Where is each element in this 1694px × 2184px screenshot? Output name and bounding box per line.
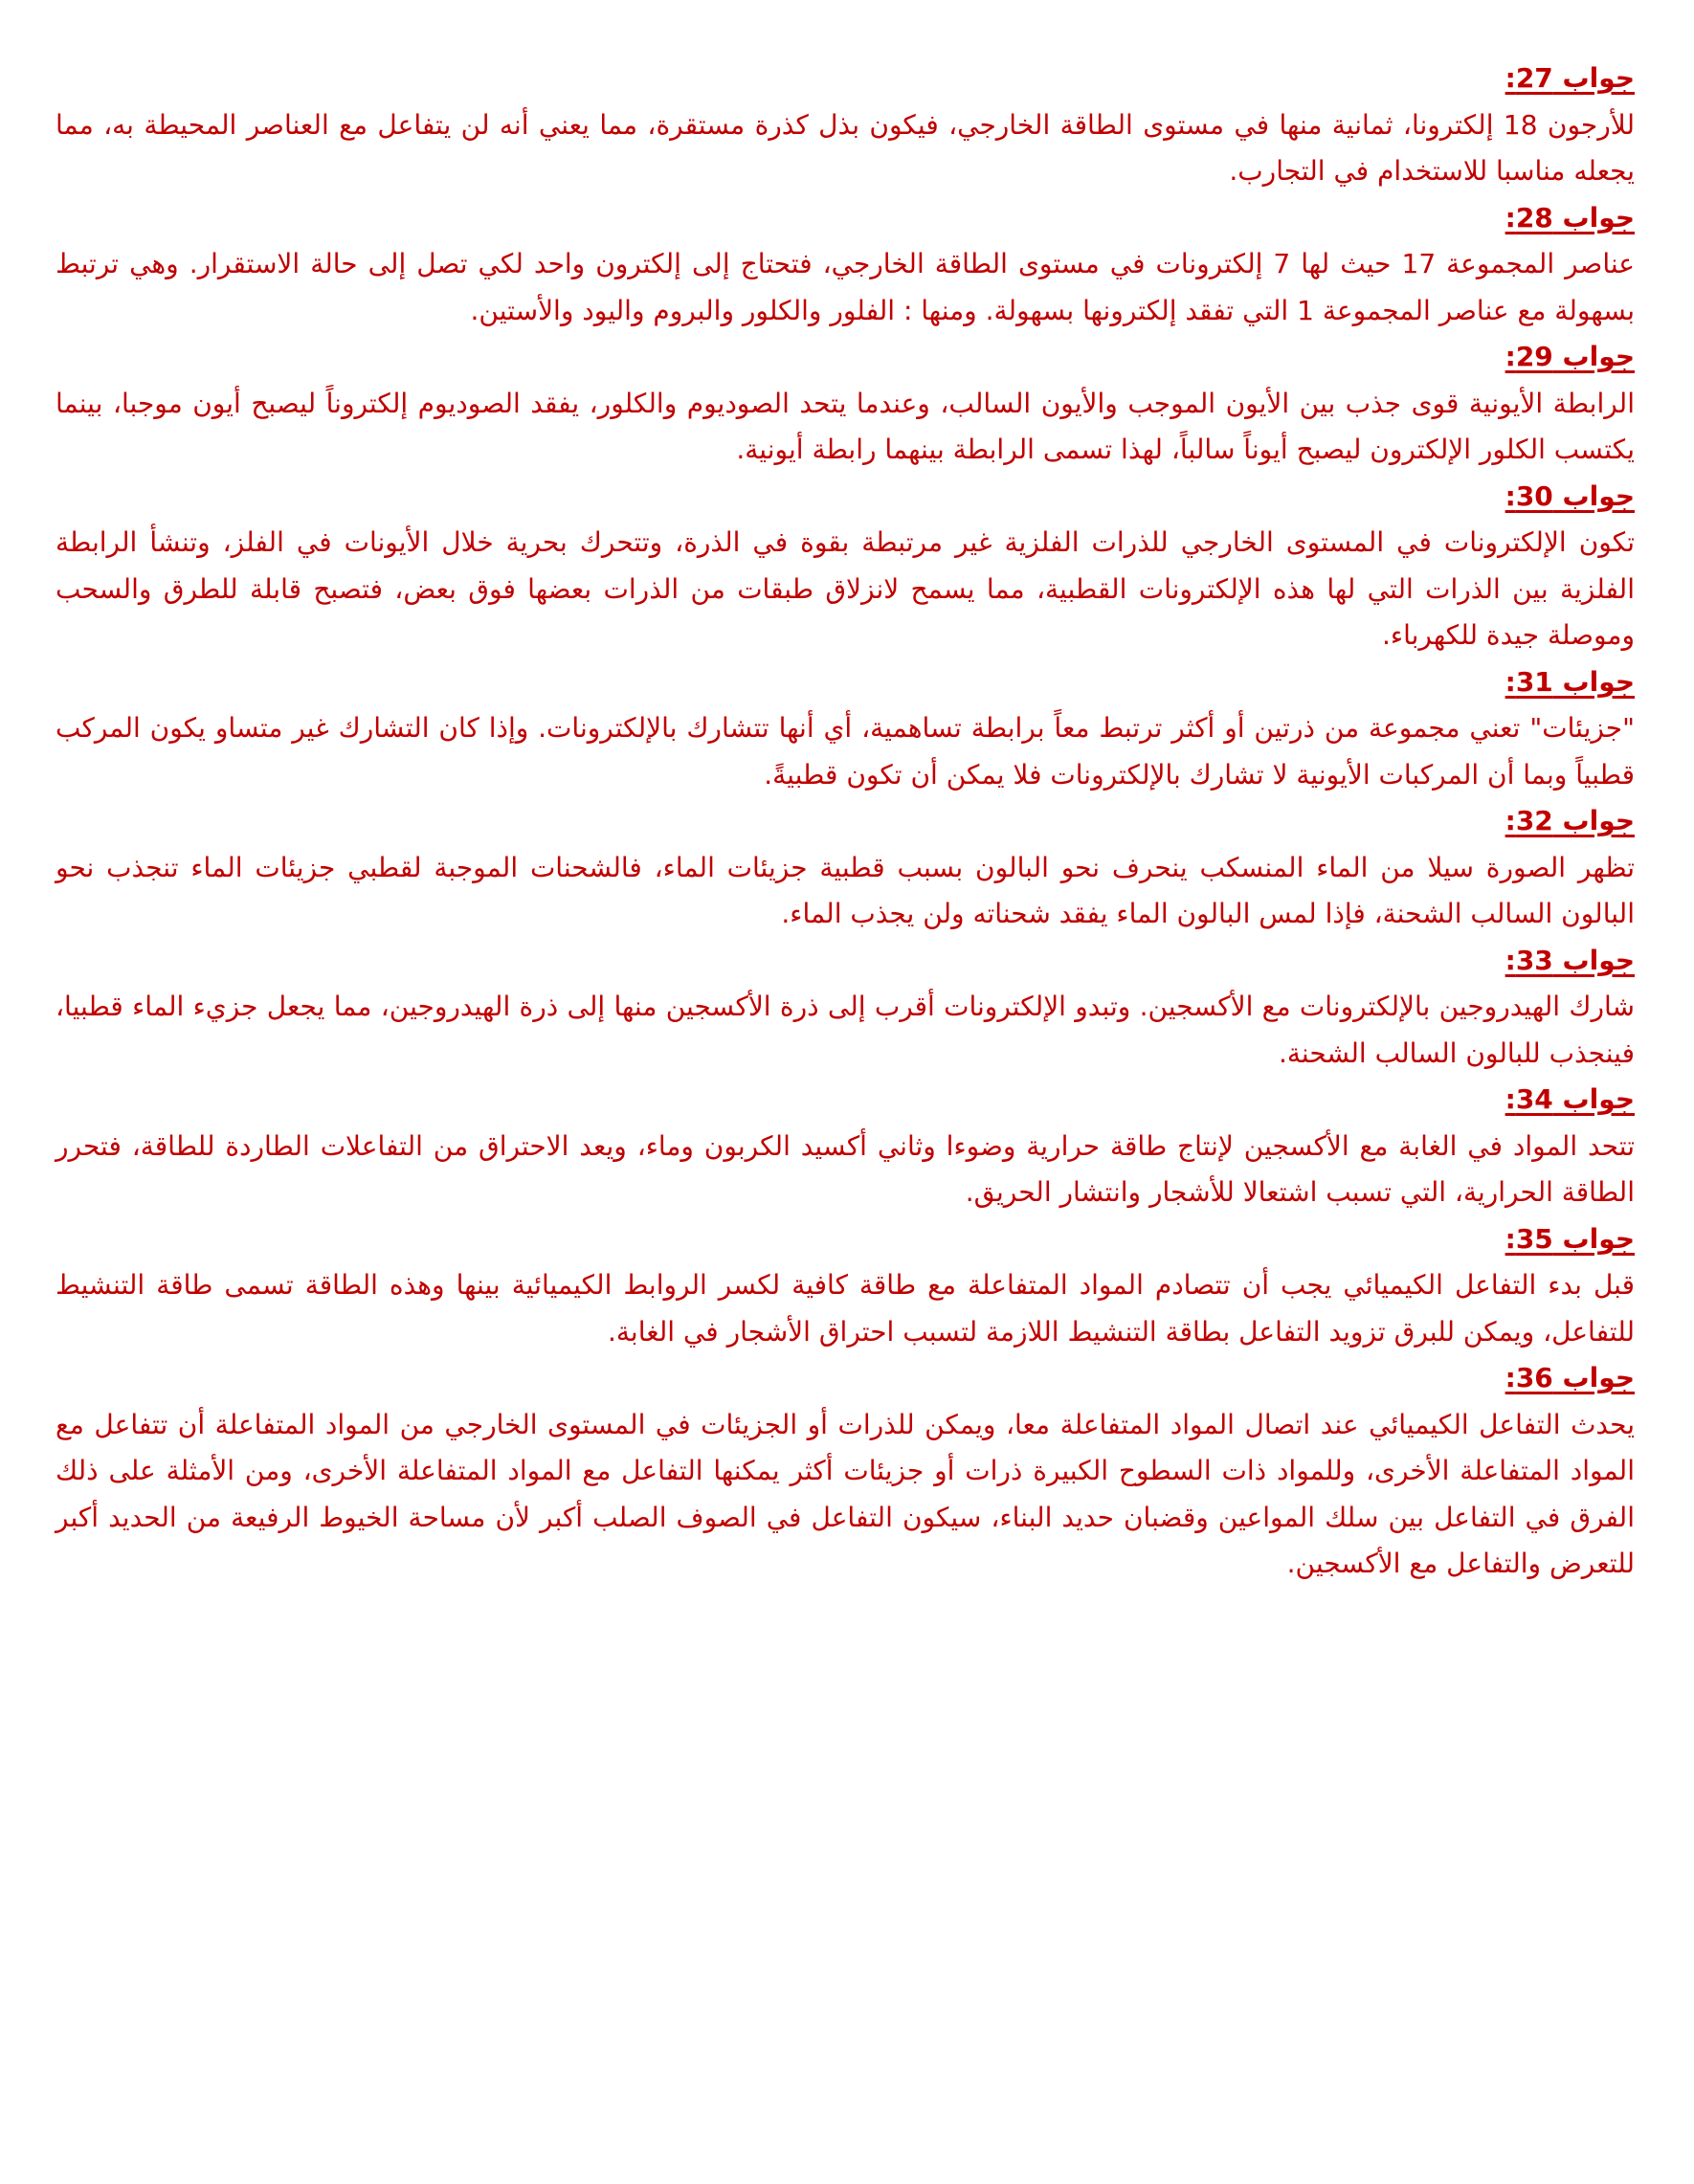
answer-text: للأرجون 18 إلكترونا، ثمانية منها في مستوى الطاقة الخارجي، فيكون بذل كذرة مستقرة، مما يعني أنه لن يتفاعل مع العناصر المحيطة به، مما يجعله مناسبا للاستخدام في التجارب. [56,108,1635,187]
answer-heading: جواب 31: [1505,665,1635,698]
answer-heading: جواب 28: [1505,201,1635,234]
answer-text: قبل بدء التفاعل الكيميائي يجب أن تتصادم المواد المتفاعلة مع طاقة كافية لكسر الروابط الكيميائية بينها وهذه الطاقة تسمى طاقة التنشيط للتفاعل، ويمكن للبرق تزويد التفاعل بطاقة التنشيط اللازمة لتسبب احتراق الأشجار في الغابة. [56,1269,1635,1348]
answer-heading: جواب 30: [1505,479,1635,512]
answer-32 [56,798,1635,938]
answer-text: "جزيئات" تعني مجموعة من ذرتين أو أكثر ترتبط معاً برابطة تساهمية، أي أنها تتشارك بالإلكترونات. وإذا كان التشارك غير متساو يكون المركب قطبياً وبما أن المركبات الأيونية لا تشارك بالإلكترونات فلا يمكن أن تكون قطبيةً. [56,712,1635,791]
answer-28 [56,195,1635,335]
answer-text: عناصر المجموعة 17 حيث لها 7 إلكترونات في مستوى الطاقة الخارجي، فتحتاج إلى إلكترون واحد لكي تصل إلى حالة الاستقرار. وهي ترتبط بسهولة مع عناصر المجموعة 1 التي تفقد إلكترونها بسهولة. ومنها : الفلور والكلور والبروم واليود والأستين. [56,248,1636,326]
answer-27 [56,56,1635,195]
answer-35 [56,1216,1635,1356]
answer-30 [56,474,1635,659]
answer-text: الرابطة الأيونية قوى جذب بين الأيون الموجب والأيون السالب، وعندما يتحد الصوديوم والكلور، يفقد الصوديوم إلكتروناً ليصبح أيون موجبا، بينما يكتسب الكلور الإلكترون ليصبح أيوناً سالباً، لهذا تسمى الرابطة بينهما رابطة أيونية. [56,387,1635,465]
answer-heading: جواب 33: [1505,944,1635,976]
answer-text: تظهر الصورة سيلا من الماء المنسكب ينحرف نحو البالون بسبب قطبية جزيئات الماء، فالشحنات الموجبة لقطبي جزيئات الماء تنجذب نحو البالون السالب الشحنة، فإذا لمس البالون الماء يفقد شحناته ولن يجذب الماء. [56,851,1635,929]
answer-text: تتحد المواد في الغابة مع الأكسجين لإنتاج طاقة حرارية وضوءا وثاني أكسيد الكربون وماء، ويعد الاحتراق من التفاعلات الطاردة للطاقة، فتحرر الطاقة الحرارية، التي تسبب اشتعالا للأشجار وانتشار الحريق. [56,1129,1635,1208]
answer-text: شارك الهيدروجين بالإلكترونات مع الأكسجين. وتبدو الإلكترونات أقرب إلى ذرة الأكسجين منها إلى ذرة الهيدروجين، مما يجعل جزيء الماء قطبيا، فينجذب للبالون السالب الشحنة. [56,991,1635,1069]
answer-heading: جواب 34: [1505,1083,1635,1115]
answer-33 [56,938,1635,1078]
answer-heading: جواب 32: [1505,805,1635,836]
answer-36 [56,1355,1635,1588]
answer-text: تكون الإلكترونات في المستوى الخارجي للذرات الفلزية غير مرتبطة بقوة في الذرة، وتتحرك بحرية خلال الأيونات في الفلز، وتنشأ الرابطة الفلزية بين الذرات التي لها هذه الإلكترونات القطبية، مما يسمح لانزلاق طبقات من الذرات بعضها فوق بعض، فتصبح قابلة للطرق والسحب وموصلة جيدة للكهرباء. [56,526,1635,651]
answer-heading: جواب 35: [1505,1222,1635,1255]
answer-heading: جواب 29: [1505,341,1635,372]
answers-page [56,56,1635,1588]
answer-heading: جواب 27: [1505,62,1635,94]
answer-31 [56,659,1635,799]
answer-29 [56,334,1635,474]
answer-heading: جواب 36: [1505,1362,1635,1393]
answer-text: يحدث التفاعل الكيميائي عند اتصال المواد المتفاعلة معا، ويمكن للذرات أو الجزيئات في المستوى الخارجي من المواد المتفاعلة أن تتفاعل مع المواد المتفاعلة الأخرى، وللمواد ذات السطوح الكبيرة ذرات أو جزيئات أكثر يمكنها التفاعل مع المواد المتفاعلة الأخرى، ومن الأمثلة على ذلك الفرق في التفاعل بين سلك المواعين وقضبان حديد البناء، سيكون التفاعل في الصوف الصلب أكبر لأن مساحة الخيوط الرفيعة من الحديد أكبر للتعرض والتفاعل مع الأكسجين. [56,1408,1635,1579]
answer-34 [56,1077,1635,1216]
